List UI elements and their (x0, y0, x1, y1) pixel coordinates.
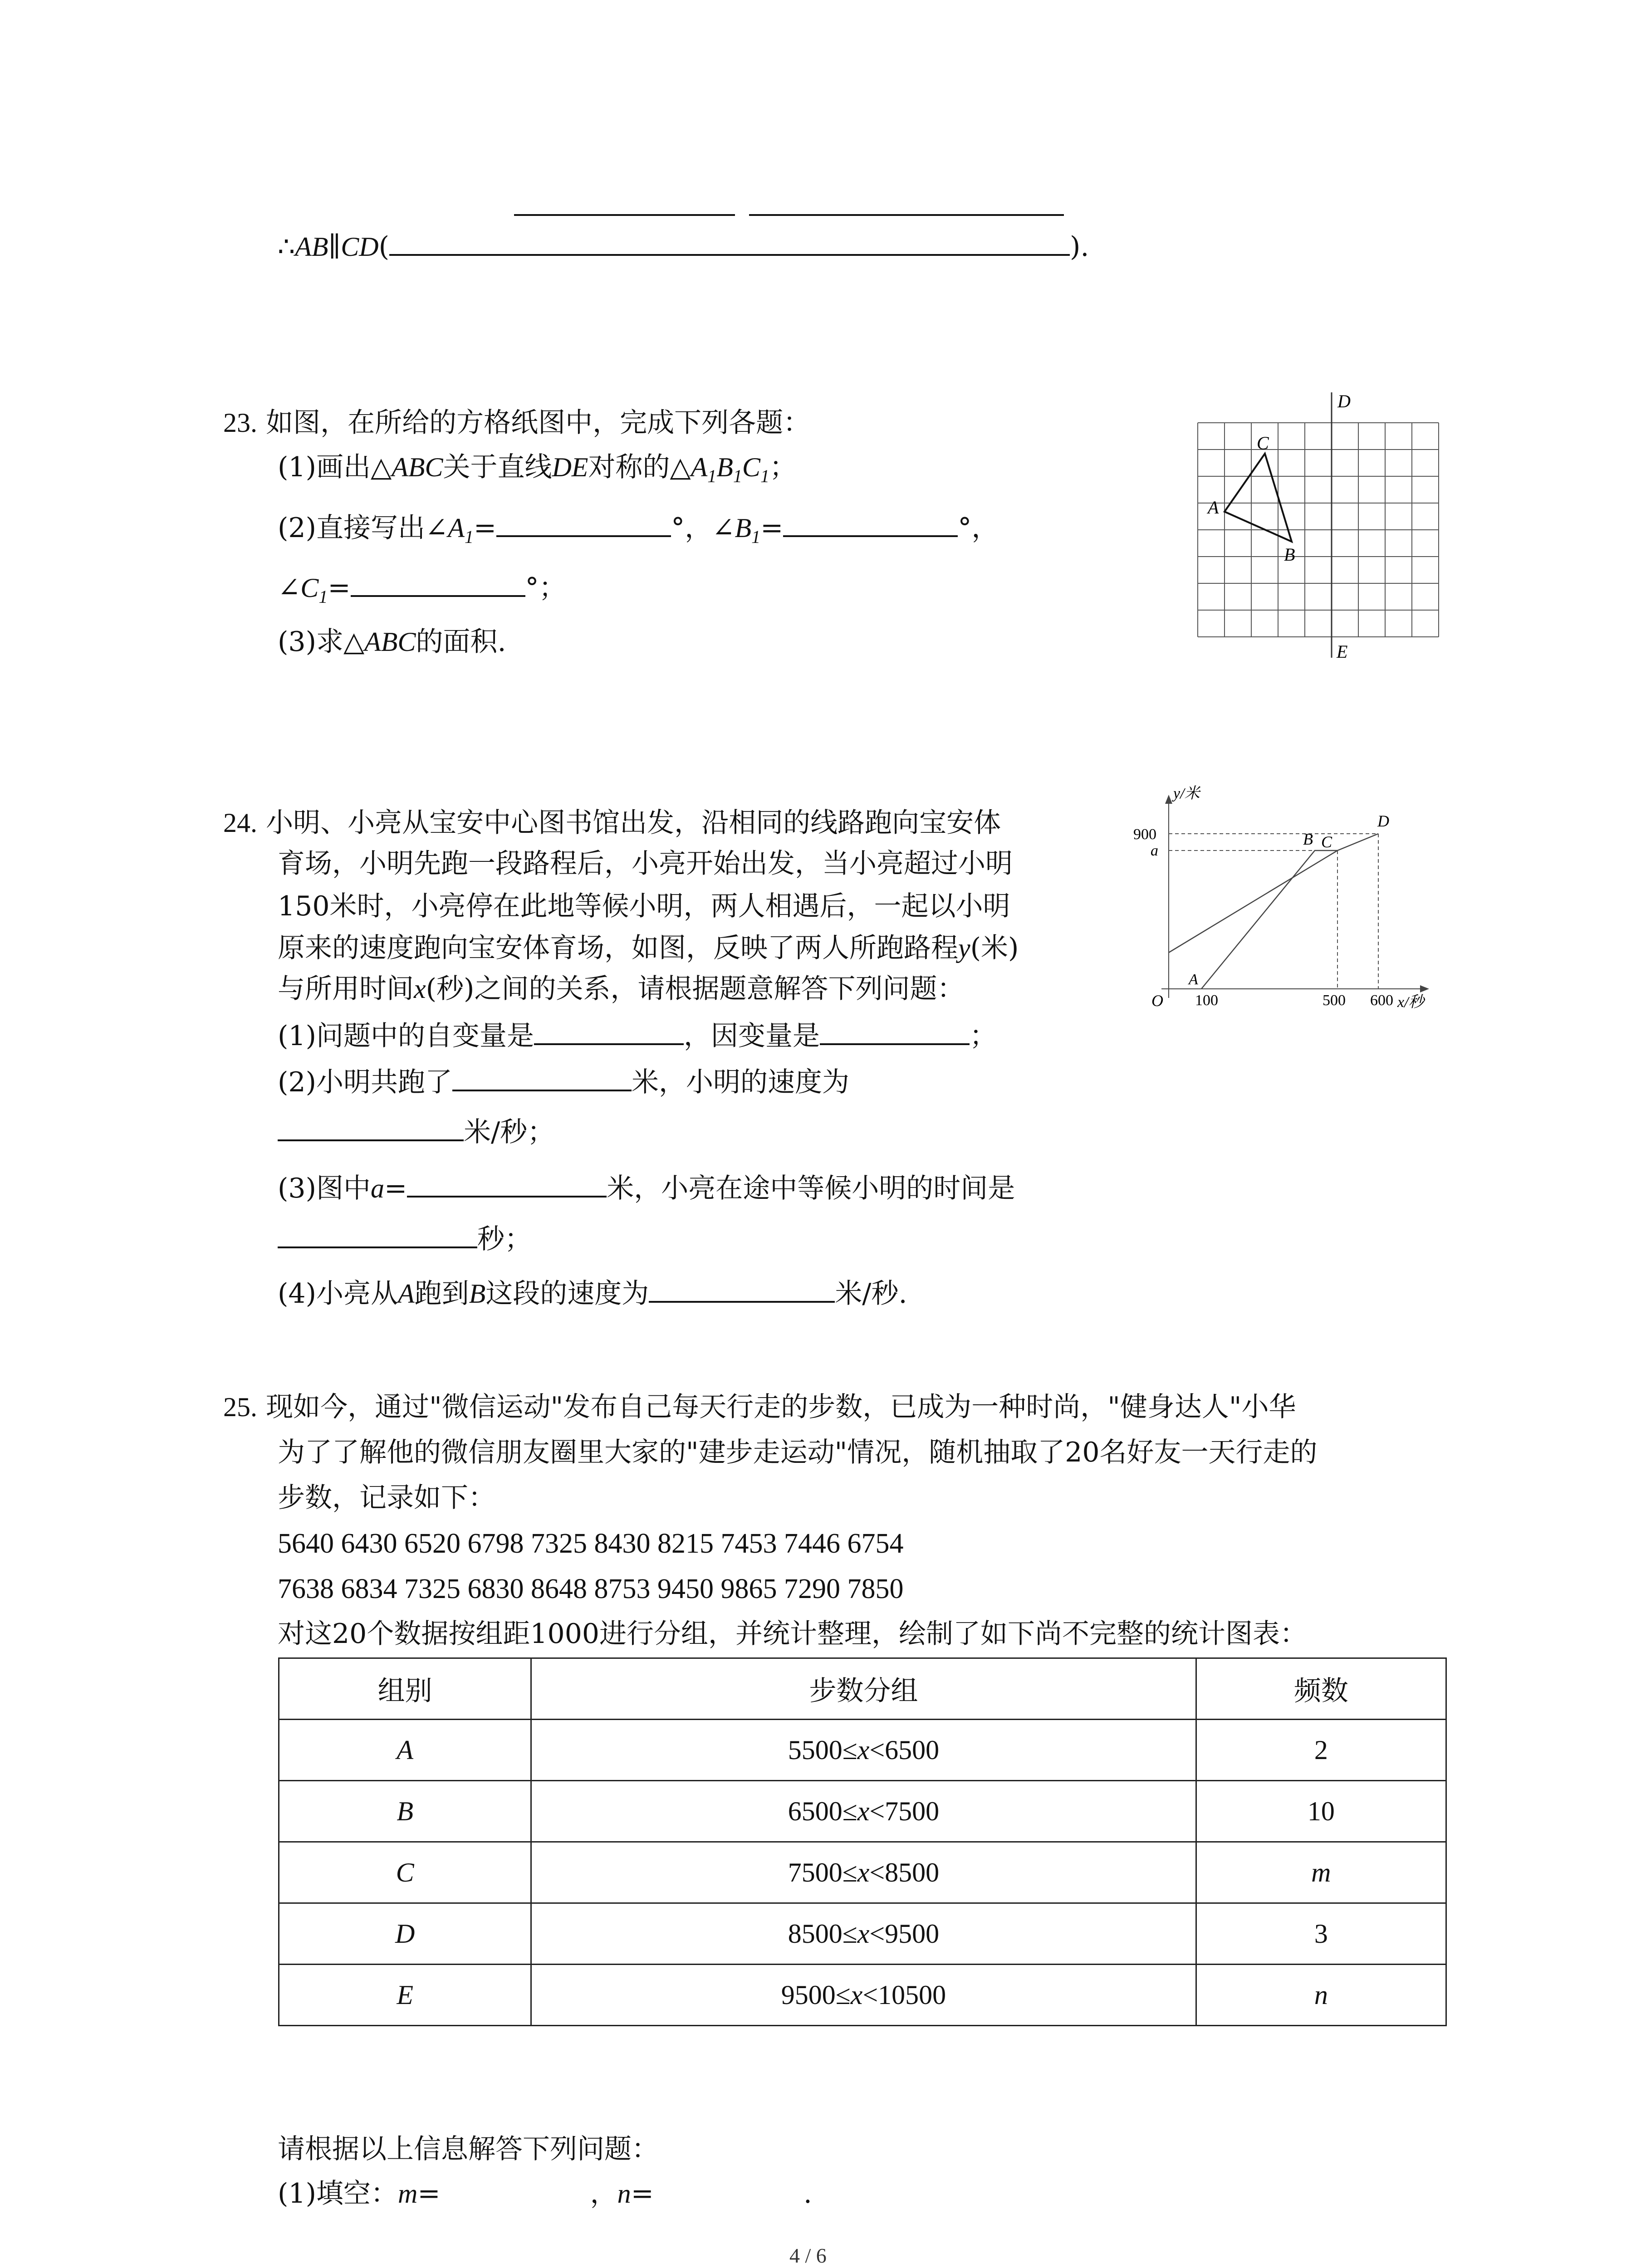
q24-p4-d: 米/秒. (835, 1278, 907, 1310)
group-cell: D (279, 1903, 531, 1965)
q24-p1-a: (1)问题中的自变量是 (278, 1020, 534, 1052)
q23-part3 (278, 626, 506, 658)
q23-stem (223, 407, 811, 439)
range-cell: 8500≤x<9500 (531, 1903, 1196, 1965)
frequency-cell: 2 (1196, 1720, 1446, 1781)
q24-y: y (958, 933, 970, 963)
q24-distance-time-graph (1116, 785, 1461, 1021)
q22-blank-top-2[interactable] (749, 214, 1064, 216)
q23-part1 (278, 451, 797, 486)
y-axis-arrow (1165, 795, 1172, 804)
triangle-abc (1225, 454, 1292, 542)
q23-part2-a: (2)直接写出∠ (278, 512, 448, 544)
q24-p3-d: 秒； (477, 1223, 532, 1255)
q24-p1-c: ； (970, 1020, 997, 1052)
reason-blank[interactable] (389, 231, 1070, 256)
frequency-table (278, 1657, 1447, 2026)
close-paren: ). (1069, 231, 1089, 263)
q22-conclusion (278, 231, 1089, 263)
table-row (279, 1781, 1446, 1842)
q23-de: DE (552, 452, 588, 482)
comma-1: ， (685, 512, 712, 544)
range-cell: 9500≤x<10500 (531, 1965, 1196, 2026)
q25-m: m (398, 2179, 418, 2209)
xiaoming-distance-blank[interactable] (452, 1067, 632, 1091)
wait-time-blank[interactable] (278, 1224, 477, 1248)
q25-n: n (617, 2179, 631, 2209)
q24-p2-a: (2)小明共跑了 (278, 1066, 452, 1098)
q23-part2-c1: $\angle C_1=$ °； (278, 572, 566, 607)
therefore-sign: ∴ (278, 231, 295, 263)
q23-grid-figure (1180, 386, 1461, 667)
label-c: C (1257, 433, 1269, 453)
table-row (279, 1965, 1446, 2026)
range-cell: 5500≤x<6500 (531, 1720, 1196, 1781)
q24-text-5a: 与所用时间 (278, 973, 414, 1005)
xiaoliang-path (1201, 850, 1337, 989)
q24-line-1 (223, 807, 1001, 839)
dependent-var-blank[interactable] (820, 1021, 970, 1045)
deg-2: ° (958, 512, 972, 544)
angle-a1: $A_1$ (448, 513, 474, 547)
q25-text-1: 现如今，通过"微信运动"发布自己每天行走的步数，已成为一种时尚，"健身达人"小华 (266, 1391, 1296, 1423)
header-frequency: 频数 (1196, 1658, 1446, 1720)
q23-part3-a: (3)求△ (278, 626, 365, 658)
q24-line-3: 150米时，小亮停在此地等候小明，两人相遇后，一起以小明 (278, 890, 1010, 922)
q25-eq-1: = (417, 2178, 441, 2209)
frequency-cell: 10 (1196, 1781, 1446, 1842)
q24-p3-b: = (384, 1173, 407, 1204)
x-tick-100: 100 (1195, 992, 1218, 1009)
page-number: 4 / 6 (789, 2244, 827, 2267)
q24-p1-b: ，因变量是 (684, 1020, 820, 1052)
q23-part1-c: 对称的△ (588, 451, 691, 483)
n-answer-space[interactable] (654, 2198, 803, 2203)
q24-p2-c: 米/秒； (464, 1116, 555, 1148)
label-b: B (1284, 544, 1295, 565)
y-tick-a: a (1151, 842, 1158, 859)
independent-var-blank[interactable] (534, 1021, 684, 1045)
label-d: D (1337, 391, 1351, 411)
group-cell: B (279, 1781, 531, 1842)
range-cell: 7500≤x<8500 (531, 1842, 1196, 1903)
q23-part1-b: 关于直线 (443, 451, 552, 483)
angle-c1: $C_1$ (300, 573, 328, 607)
grid-lines (1198, 423, 1439, 637)
q23-part3-b: 的面积. (416, 626, 506, 658)
a-value-blank[interactable] (407, 1173, 607, 1198)
frequency-cell: n (1196, 1965, 1446, 2026)
point-a-label: A (1189, 971, 1198, 988)
table-row (279, 1842, 1446, 1903)
table-row (279, 1720, 1446, 1781)
xiaoming-speed-blank[interactable] (278, 1117, 464, 1141)
deg-1: ° (671, 512, 685, 544)
deg-3: ° (525, 572, 539, 604)
q23-abc: ABC (392, 452, 443, 482)
angle-a1-blank[interactable] (496, 513, 671, 537)
q23-stem-text: 如图，在所给的方格纸图中，完成下列各题： (266, 407, 811, 439)
y-axis-label: y/米 (1173, 785, 1200, 802)
m-answer-space[interactable] (441, 2198, 590, 2203)
q24-x: x (414, 974, 426, 1004)
q23-part2: (2)直接写出$\angle A_1=$ °，$\angle B_1=$ °， (278, 512, 999, 547)
q24-point-b: B (469, 1279, 486, 1309)
q24-line-4 (278, 934, 1019, 962)
q25-data-row-2: 7638 6834 7325 6830 8648 8753 9450 9865 7290 7850 (278, 1574, 904, 1604)
q23-abc-2: ABC (364, 627, 416, 657)
q25-line-2: 为了了解他的微信朋友圈里大家的"建步走运动"情况，随机抽取了20名好友一天行走的 (278, 1437, 1318, 1468)
xiaoming-path (1169, 834, 1378, 953)
point-b-label: B (1303, 830, 1313, 848)
q25-line-1 (223, 1393, 1296, 1421)
group-cell: C (279, 1842, 531, 1903)
q24-p4-b: 跑到 (414, 1278, 469, 1310)
q25-data-row-1: 5640 6430 6520 6798 7325 8430 8215 7453 7446 6754 (278, 1528, 904, 1559)
q24-line-2: 育场，小明先跑一段路程后，小亮开始出发，当小亮超过小明 (278, 848, 1013, 880)
point-c-label: C (1321, 833, 1332, 851)
q24-text-1: 小明、小亮从宝安中心图书馆出发，沿相同的线路跑向宝安体 (266, 807, 1001, 839)
q23-part1-a: (1)画出△ (278, 451, 392, 483)
q24-part4 (278, 1278, 907, 1310)
table-row (279, 1903, 1446, 1965)
q24-p2-b: 米，小明的速度为 (632, 1066, 849, 1098)
guide-lines (1169, 834, 1378, 989)
q24-p3-c: 米，小亮在途中等候小明的时间是 (607, 1173, 1015, 1204)
point-d-label: D (1377, 812, 1389, 830)
q24-p3-a: (3)图中 (278, 1173, 371, 1204)
q25-line-3: 步数，记录如下： (278, 1482, 495, 1514)
table-header-row (279, 1658, 1446, 1720)
header-range: 步数分组 (531, 1658, 1196, 1720)
origin-label: O (1151, 992, 1163, 1010)
conclusion-expr: AB∥CD (295, 232, 379, 262)
q22-blank-top-1[interactable] (514, 214, 735, 216)
q24-number: 24. (223, 808, 257, 838)
frequency-cell: m (1196, 1842, 1446, 1903)
q24-part3 (278, 1173, 1015, 1202)
frequency-cell: 3 (1196, 1903, 1446, 1965)
q25-comma: ， (590, 2178, 617, 2209)
angle-b1-blank[interactable] (783, 513, 958, 537)
angle-b1: $B_1$ (735, 513, 761, 547)
q24-part1 (278, 1021, 997, 1050)
q25-number: 25. (223, 1392, 257, 1422)
q24-y-unit: (米) (970, 932, 1019, 964)
q23-part1-d: ； (769, 451, 797, 483)
q25-fill (278, 2180, 812, 2207)
angle-c1-blank[interactable] (351, 572, 525, 597)
x-axis-label: x/秒 (1397, 994, 1424, 1011)
q25-end: . (803, 2178, 812, 2209)
x-tick-600: 600 (1370, 992, 1393, 1009)
q25-eq-2: = (631, 2178, 654, 2209)
header-group: 组别 (279, 1658, 531, 1720)
open-paren: ( (378, 231, 389, 263)
semicolon: ； (539, 572, 566, 604)
label-e: E (1337, 641, 1348, 662)
q25-fill-a: (1)填空： (278, 2178, 398, 2209)
q24-line-5 (278, 973, 965, 1005)
q24-part3-cont (278, 1224, 532, 1253)
x-axis-arrow (1420, 985, 1429, 992)
q24-part2 (278, 1067, 849, 1096)
q24-p4-c: 这段的速度为 (485, 1278, 649, 1310)
x-tick-500: 500 (1323, 992, 1346, 1009)
group-cell: A (279, 1720, 531, 1781)
q24-p4-a: (4)小亮从 (278, 1278, 398, 1310)
q24-a-var: a (371, 1173, 384, 1203)
q23-number: 23. (223, 408, 257, 438)
q23-a1b1c1: $A_1B_1C_1$ (691, 452, 769, 486)
y-tick-900: 900 (1133, 826, 1156, 843)
group-cell: E (279, 1965, 531, 2026)
range-cell: 6500≤x<7500 (531, 1781, 1196, 1842)
q24-text-5b: (秒)之间的关系，请根据题意解答下列问题： (426, 973, 965, 1005)
q24-part2-cont (278, 1117, 554, 1146)
q25-line-4: 对这20个数据按组距1000进行分组，并统计整理，绘制了如下尚不完整的统计图表： (278, 1618, 1308, 1650)
xiaoliang-speed-blank[interactable] (649, 1278, 835, 1303)
q24-text-4: 原来的速度跑向宝安体育场，如图，反映了两人所跑路程 (278, 932, 958, 964)
label-a: A (1208, 497, 1219, 518)
q25-after-table: 请根据以上信息解答下列问题： (278, 2133, 659, 2165)
comma-2: ， (971, 512, 999, 544)
q24-point-a: A (398, 1279, 415, 1309)
